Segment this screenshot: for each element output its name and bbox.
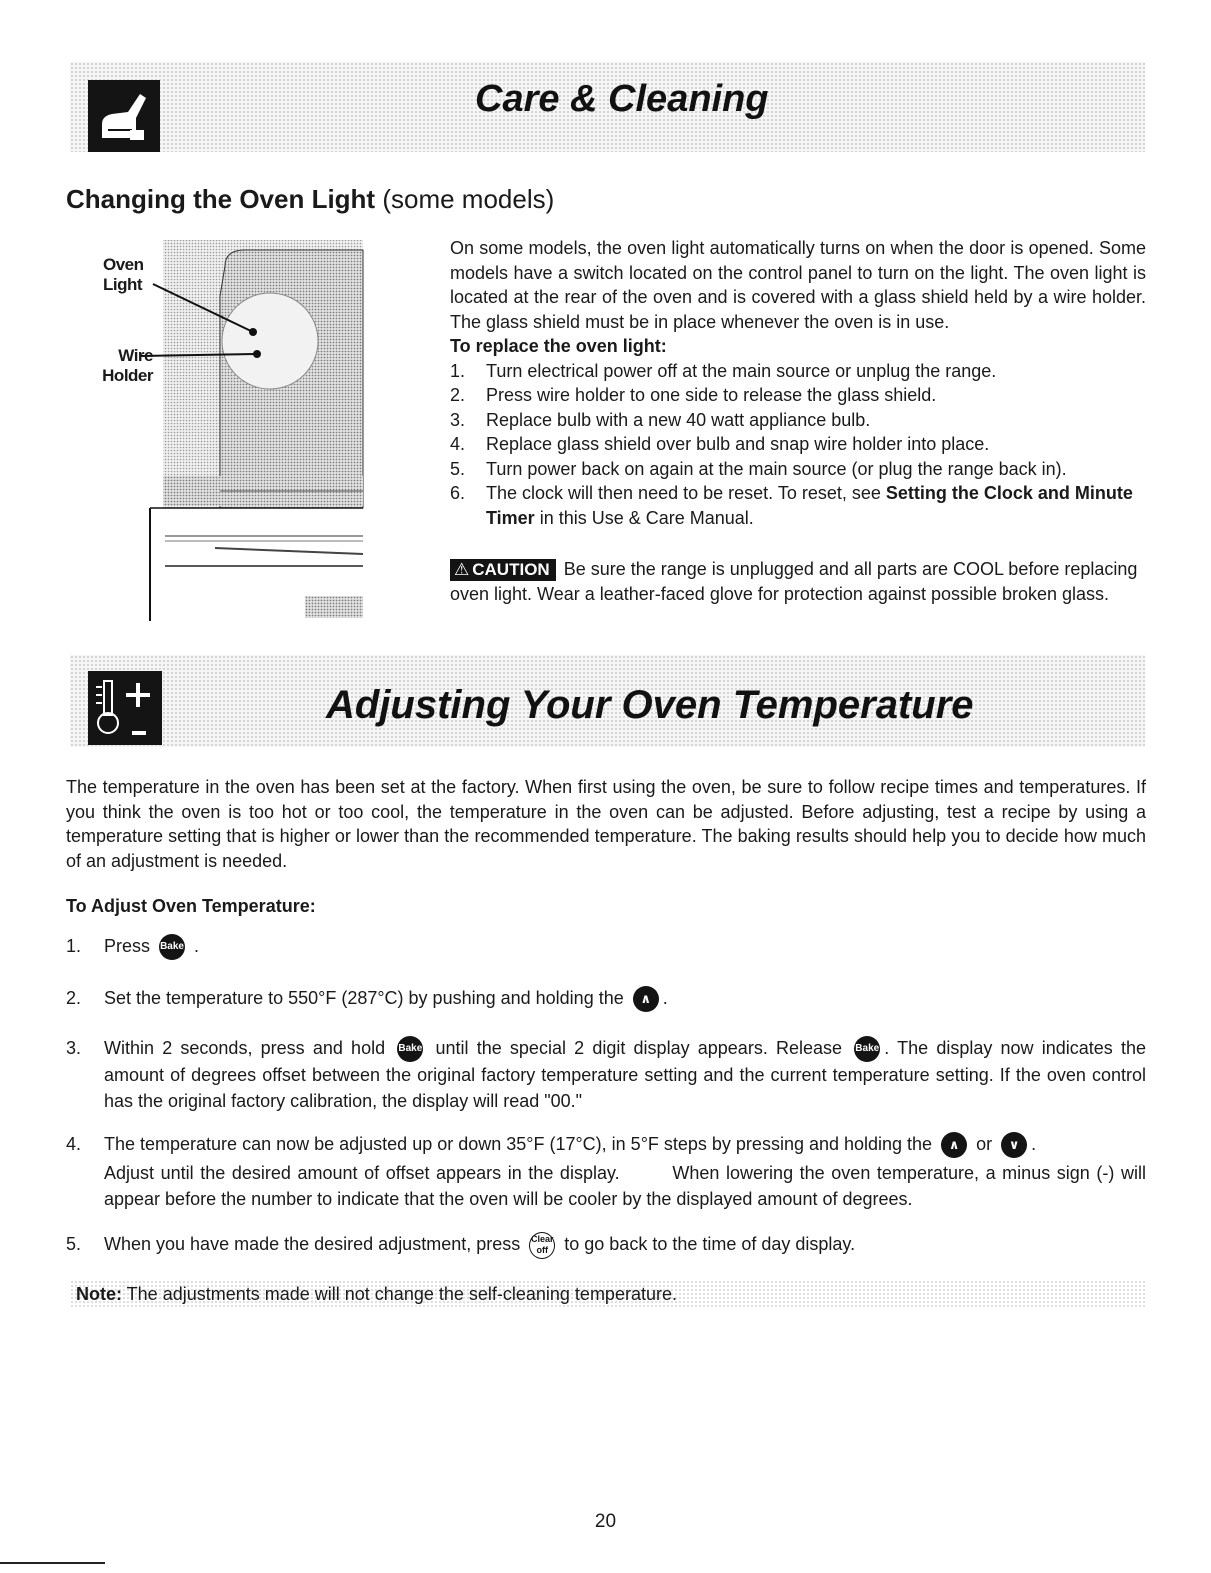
oven-light-diagram: [95, 236, 370, 626]
up-arrow-key-icon: ∧: [941, 1132, 967, 1158]
list-item: 3. Replace bulb with a new 40 watt appliance bulb.: [450, 409, 871, 430]
glove-cleaning-icon: [88, 80, 160, 152]
banner-title: Adjusting Your Oven Temperature: [326, 683, 974, 727]
adjust-step-5: 5. When you have made the desired adjustment, press Clear off to go back to the time of day display.: [66, 1231, 1146, 1259]
note-bar: [70, 1280, 1146, 1308]
page-number: 20: [594, 1511, 617, 1532]
label-wire-holder: Wire Holder: [102, 346, 153, 385]
heading-bold: Changing the Oven Light: [66, 184, 376, 214]
replace-steps-list: [450, 359, 1146, 531]
adjust-heading: To Adjust Oven Temperature:: [66, 896, 316, 916]
oven-light-intro: On some models, the oven light automatically turns on when the door is opened. Some models have a switch located on the control panel to turn on the light. The oven light is located at the rear of the oven and is covered with a glass shield held by a wire holder. The glass shield must be in place whenever the oven is in use.: [450, 238, 1146, 332]
adjust-step-1: 1. Press Bake .: [66, 933, 1146, 960]
caution-notice: [450, 557, 1146, 606]
note-label: Note:: [76, 1284, 122, 1304]
heading-qualifier: (some models): [382, 184, 555, 214]
section-heading: [66, 184, 554, 215]
bake-key-icon: Bake: [159, 934, 185, 960]
list-item: 2. Press wire holder to one side to release the glass shield.: [450, 385, 937, 405]
temperature-intro: The temperature in the oven has been set at the factory. When first using the oven, be sure to follow recipe times and temperatures. If you think the oven is too hot or too cool, the temperature in the oven can be adjusted. Before adjusting, test a recipe by using a temperature setting that is higher or lower than the recommended temperature. The baking results should help you to decide how much of an adjustment is needed.: [66, 777, 1146, 871]
warning-icon: ⚠: [454, 560, 470, 579]
up-arrow-key-icon: ∧: [633, 986, 659, 1012]
adjust-step-2: 2. Set the temperature to 550°F (287°C) by pushing and holding the ∧ .: [66, 985, 1146, 1012]
list-item: 4. Replace glass shield over bulb and snap wire holder into place.: [450, 434, 990, 454]
list-item: 1. Turn electrical power off at the main source or unplug the range.: [450, 360, 997, 381]
bake-key-icon: Bake: [854, 1036, 880, 1062]
caution-badge: ⚠ CAUTION: [450, 559, 556, 581]
clear-off-key-icon: Clear off: [529, 1232, 555, 1259]
adjust-step-4: 4. The temperature can now be adjusted up or down 35°F (17°C), in 5°F steps by pressing and holding the ∧ or ∨ . Adjust until the desired amount of offset appears in the display. When lowering the oven temperature, a minus sign (-) will appear before the number to indicate that the oven will be cooler by the displayed amount of degrees.: [66, 1134, 1152, 1210]
note-text: The adjustments made will not change the self-cleaning temperature.: [122, 1284, 677, 1304]
care-cleaning-banner: [70, 62, 1145, 152]
down-arrow-key-icon: ∨: [1001, 1132, 1027, 1158]
banner-title: Care & Cleaning: [475, 78, 769, 120]
adjust-step-3: 3. Within 2 seconds, press and hold Bake until the special 2 digit display appears. Release Bake . The display now indicates the amount of degrees offset between the original factory temperature setting and the current temperature setting. If the oven control has the original factory calibration, the display will read "00.": [66, 1038, 1146, 1112]
list-item: 6. The clock will then need to be reset. To reset, see Setting the Clock and Minute Timer in this Use & Care Manual.: [450, 483, 1133, 528]
temperature-banner: [70, 655, 1145, 747]
oven-light-instructions: [450, 236, 1146, 530]
caution-text: Be sure the range is unplugged and all parts are COOL before replacing oven light. Wear a leather-faced glove for protection against possible broken glass.: [450, 559, 1138, 604]
bake-key-icon: Bake: [397, 1036, 423, 1062]
replace-heading: To replace the oven light:: [450, 336, 667, 356]
list-item: 5. Turn power back on again at the main source (or plug the range back in).: [450, 458, 1067, 479]
label-oven-light: Oven Light: [103, 255, 144, 294]
thermometer-plus-minus-icon: [88, 671, 162, 745]
footer-rule: [0, 1562, 105, 1564]
